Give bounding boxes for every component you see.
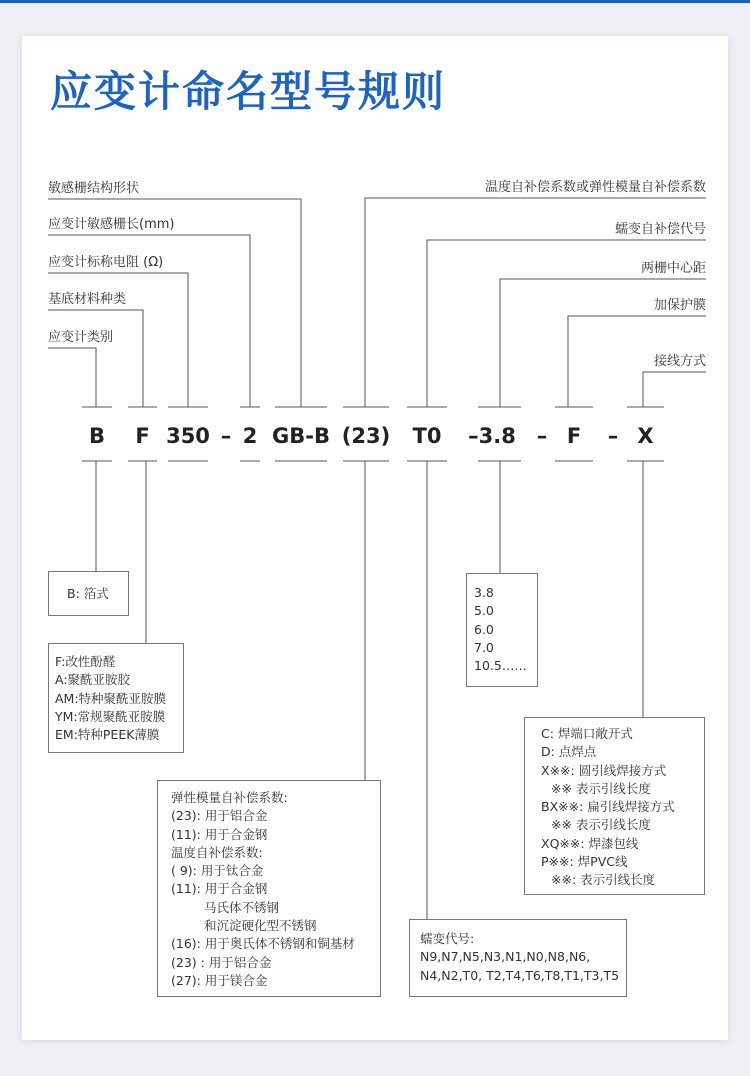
code-separator: – — [607, 424, 619, 448]
label-temp-compensation: 温度自补偿系数或弹性模量自补偿系数 — [484, 180, 706, 195]
line-wiring — [643, 372, 706, 407]
label-base-material: 基底材料种类 — [48, 292, 127, 307]
code-segment-resistance: 350 — [166, 424, 210, 448]
label-grid-shape: 敏感栅结构形状 — [48, 181, 140, 196]
code-separator: – — [536, 424, 548, 448]
label-grid-distance: 两栅中心距 — [640, 261, 706, 276]
label-wiring: 接线方式 — [653, 354, 706, 369]
label-protective-film: 加保护膜 — [653, 298, 706, 313]
page-title: 应变计命名型号规则 — [50, 67, 447, 116]
code-segment-film: F — [566, 424, 582, 448]
code-separator: – — [220, 424, 232, 448]
code-segment-grid-distance: –3.8 — [468, 424, 516, 448]
box-creep: 蠕变代号: N9,N7,N5,N3,N1,N0,N8,N6, N4,N2,T0, T2,T4,T6,T8,T1,T3,T5 — [409, 919, 627, 997]
label-grid-length: 应变计敏感栅长(mm) — [48, 217, 175, 232]
line-category — [48, 348, 96, 407]
box-wiring: C: 焊端口敞开式 D: 点焊点 X※※: 圆引线焊接方式 ※※ 表示引线长度 BX※※: 扁引线焊接方式 ※※ 表示引线长度 XQ※※: 焊漆包线 P※※: 焊PVC线 ※※: 表示引线长度 — [524, 717, 705, 895]
label-category: 应变计类别 — [48, 330, 114, 345]
label-creep-code: 蠕变自补偿代号 — [614, 222, 706, 237]
code-segment-creep: T0 — [412, 424, 442, 448]
code-segment-compensation: (23) — [341, 424, 391, 448]
box-base-material: F:改性酚醛 A:聚酰亚胺胶 AM:特种聚酰亚胺膜 YM:常规聚酰亚胺膜 EM:特种PEEK薄膜 — [48, 643, 184, 753]
code-segment-wiring: X — [637, 424, 654, 448]
box-grid-distance: 3.8 5.0 6.0 7.0 10.5…… — [466, 573, 538, 687]
box-category: B: 箔式 — [48, 571, 129, 616]
code-segment-length: 2 — [242, 424, 258, 448]
label-resistance: 应变计标称电阻 (Ω) — [48, 255, 164, 270]
box-compensation: 弹性模量自补偿系数: (23): 用于铝合金 (11): 用于合金钢 温度自补偿系数: ( 9): 用于钛合金 (11): 用于合金钢 马氏体不锈钢 和沉淀硬化型不锈钢 (16): 用于奥氏体不锈钢和铜基材 (23) : 用于铝合金 (27): 用于镁合金 — [157, 780, 381, 997]
code-segment-base: F — [135, 424, 150, 448]
code-segment-shape: GB-B — [272, 424, 330, 448]
code-segment-category: B — [88, 424, 105, 448]
